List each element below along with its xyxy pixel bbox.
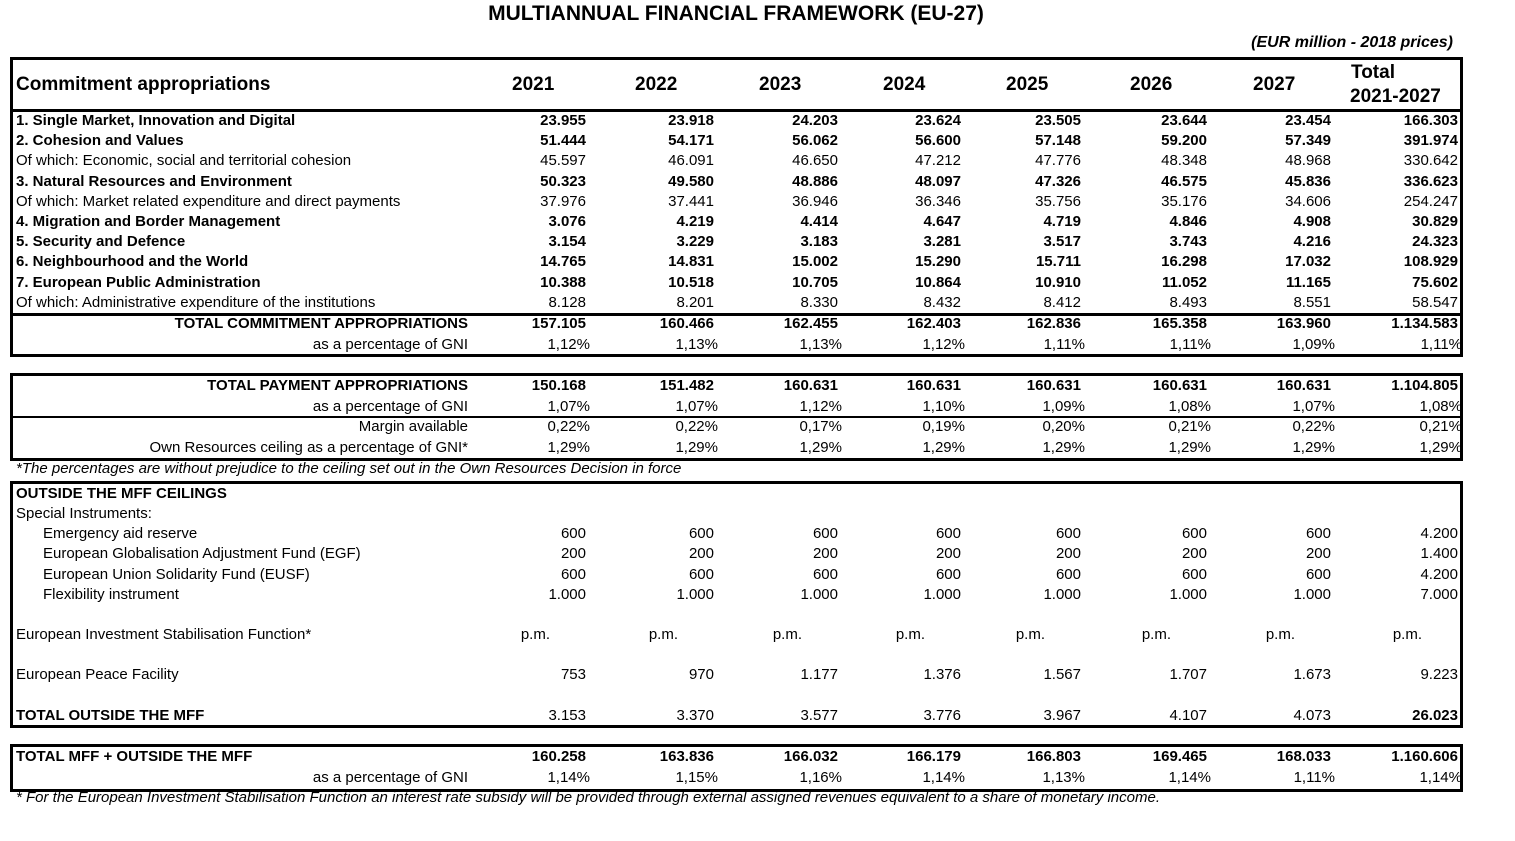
cell-value: 600: [812, 525, 838, 542]
row-label: TOTAL OUTSIDE THE MFF: [16, 707, 205, 724]
payments-table: [10, 373, 1463, 461]
cell-value: 1,11%: [1043, 336, 1085, 353]
cell-value: 3.577: [800, 707, 838, 724]
cell-value: 48.968: [1285, 152, 1331, 170]
cell-value: 1,08%: [1168, 398, 1211, 415]
cell-value: 163.836: [659, 748, 714, 765]
cell-value: 48.886: [792, 172, 838, 190]
cell-value: 9.223: [1420, 666, 1458, 683]
row-label: TOTAL PAYMENT APPROPRIATIONS: [207, 377, 468, 394]
cell-value: 10.910: [1035, 273, 1081, 291]
cell-value: 3.281: [923, 233, 961, 251]
year-header-2023: 2023: [759, 74, 802, 95]
cell-value: 1.673: [1293, 666, 1331, 683]
cell-value: 600: [1181, 525, 1207, 542]
cell-value: p.m.: [1392, 626, 1422, 643]
cell-value: 58.547: [1412, 293, 1458, 311]
cell-value: 35.176: [1161, 192, 1207, 210]
cell-value: 160.631: [783, 377, 838, 394]
cell-value: 8.493: [1169, 293, 1207, 311]
cell-value: 16.298: [1161, 253, 1207, 271]
row-label: as a percentage of GNI: [312, 336, 468, 353]
row-label: European Union Solidarity Fund (EUSF): [43, 565, 310, 583]
cell-value: 10.864: [915, 273, 961, 291]
grand-gni-row: [13, 768, 1460, 788]
cell-value: 3.183: [800, 233, 838, 251]
cell-value: 162.455: [783, 315, 838, 332]
cell-value: 4.908: [1293, 213, 1331, 230]
row-label: Own Resources ceiling as a percentage of GNI*: [149, 439, 468, 456]
cell-value: 1.707: [1169, 666, 1207, 683]
cell-value: 1.000: [1169, 585, 1207, 603]
year-header-2025: 2025: [1006, 74, 1049, 95]
cell-value: 57.349: [1285, 132, 1331, 150]
cell-value: 45.836: [1285, 172, 1331, 190]
cell-value: 4.647: [923, 213, 961, 230]
cell-value: 150.168: [531, 377, 586, 394]
cell-value: 600: [812, 565, 838, 583]
cell-value: 200: [812, 545, 838, 563]
cell-value: 1,11%: [1169, 336, 1211, 353]
epf-row: [13, 665, 1460, 685]
cell-value: 600: [935, 525, 961, 542]
cell-value: 46.650: [792, 152, 838, 170]
row-label: Margin available: [358, 418, 468, 435]
cell-value: 1.000: [1293, 585, 1331, 603]
commitments-gni-row: [13, 335, 1460, 355]
instrument-row: [13, 565, 1460, 585]
row-label: as a percentage of GNI: [312, 398, 468, 415]
cell-value: 1.000: [800, 585, 838, 603]
cell-value: p.m.: [1141, 626, 1171, 643]
total-outside-row: [13, 706, 1460, 726]
cell-value: 160.631: [1276, 377, 1331, 394]
total-commitments-row: [13, 314, 1460, 334]
cell-value: 1,09%: [1042, 398, 1085, 415]
unit-note: (EUR million - 2018 prices): [1251, 34, 1453, 51]
cell-value: 48.348: [1161, 152, 1207, 170]
commitment-row: [13, 293, 1460, 313]
year-header-2021: 2021: [512, 74, 555, 95]
cell-value: 1,16%: [799, 769, 842, 786]
cell-value: 8.412: [1043, 293, 1081, 311]
cell-value: 1,29%: [1168, 439, 1211, 456]
cell-value: 48.097: [915, 172, 961, 190]
cell-value: 0,17%: [799, 418, 842, 435]
cell-value: 15.711: [1035, 253, 1081, 271]
cell-value: 200: [1055, 545, 1081, 563]
cell-value: 1.104.805: [1391, 377, 1458, 394]
year-header-2026: 2026: [1130, 74, 1173, 95]
cell-value: 165.358: [1152, 315, 1207, 332]
cell-value: 0,21%: [1419, 418, 1462, 435]
cell-value: 200: [1181, 545, 1207, 563]
cell-value: 391.974: [1403, 132, 1458, 150]
cell-value: 50.323: [540, 172, 586, 190]
footnote-eisf: * For the European Investment Stabilisation Function an interest rate subsidy will be provided through external assigned revenues equivalent to a share of monetary income.: [16, 789, 1160, 806]
cell-value: 200: [560, 545, 586, 563]
cell-value: 1,29%: [922, 439, 965, 456]
row-label: Flexibility instrument: [43, 585, 179, 603]
cell-value: 10.388: [540, 273, 586, 291]
row-label: 2. Cohesion and Values: [16, 132, 184, 150]
cell-value: 47.776: [1035, 152, 1081, 170]
commitment-row: [13, 252, 1460, 272]
cell-value: 1.567: [1043, 666, 1081, 683]
cell-value: 169.465: [1152, 748, 1207, 765]
cell-value: 23.505: [1035, 112, 1081, 129]
cell-value: p.m.: [520, 626, 550, 643]
commitment-row: [13, 131, 1460, 151]
cell-value: 254.247: [1403, 192, 1458, 210]
cell-value: 8.330: [800, 293, 838, 311]
row-label: as a percentage of GNI: [312, 769, 468, 786]
cell-value: 1,13%: [1042, 769, 1085, 786]
commitment-row: [13, 151, 1460, 171]
cell-value: 15.290: [915, 253, 961, 271]
cell-value: 1,09%: [1292, 336, 1335, 353]
cell-value: 4.200: [1420, 525, 1458, 542]
cell-value: 1,13%: [799, 336, 842, 353]
header-total-2: 2021-2027: [1350, 86, 1441, 107]
cell-value: 3.967: [1043, 707, 1081, 724]
cell-value: 1,07%: [1292, 398, 1335, 415]
commitment-row: [13, 192, 1460, 212]
cell-value: 1,13%: [675, 336, 718, 353]
payments-gni-row: [13, 397, 1460, 417]
cell-value: 3.370: [676, 707, 714, 724]
cell-value: 7.000: [1420, 585, 1458, 603]
cell-value: 1,10%: [922, 398, 965, 415]
cell-value: 1,11%: [1420, 336, 1462, 353]
payments-divider: [13, 416, 1460, 418]
cell-value: 157.105: [531, 315, 586, 332]
cell-value: 10.518: [668, 273, 714, 291]
cell-value: 1.000: [1043, 585, 1081, 603]
cell-value: 4.719: [1043, 213, 1081, 230]
cell-value: 23.955: [540, 112, 586, 129]
cell-value: 0,22%: [675, 418, 718, 435]
cell-value: 160.466: [659, 315, 714, 332]
cell-value: 34.606: [1285, 192, 1331, 210]
cell-value: 36.946: [792, 192, 838, 210]
row-label: European Globalisation Adjustment Fund (EGF): [43, 545, 361, 563]
cell-value: 160.631: [1026, 377, 1081, 394]
cell-value: 3.154: [548, 233, 586, 251]
cell-value: 600: [935, 565, 961, 583]
cell-value: 23.454: [1285, 112, 1331, 129]
row-label: 6. Neighbourhood and the World: [16, 253, 249, 271]
cell-value: 4.073: [1293, 707, 1331, 724]
cell-value: 1,12%: [799, 398, 842, 415]
row-label: 4. Migration and Border Management: [16, 213, 281, 230]
cell-value: 37.976: [540, 192, 586, 210]
cell-value: 0,22%: [1292, 418, 1335, 435]
cell-value: 108.929: [1403, 253, 1458, 271]
cell-value: 600: [1055, 565, 1081, 583]
cell-value: 45.597: [540, 152, 586, 170]
row-label: European Peace Facility: [16, 666, 179, 683]
cell-value: 600: [688, 525, 714, 542]
row-label: Of which: Administrative expenditure of the institutions: [16, 293, 376, 311]
page-title: MULTIANNUAL FINANCIAL FRAMEWORK (EU-27): [488, 2, 984, 25]
cell-value: 1.376: [923, 666, 961, 683]
cell-value: 8.432: [923, 293, 961, 311]
cell-value: 166.179: [906, 748, 961, 765]
cell-value: 3.229: [676, 233, 714, 251]
cell-value: 54.171: [668, 132, 714, 150]
cell-value: 1,12%: [547, 336, 590, 353]
cell-value: 1.000: [548, 585, 586, 603]
total-payments-row: [13, 376, 1460, 396]
cell-value: 1,15%: [675, 769, 718, 786]
row-label: 7. European Public Administration: [16, 273, 261, 291]
year-header-2022: 2022: [635, 74, 678, 95]
cell-value: 4.216: [1293, 233, 1331, 251]
header-label: Commitment appropriations: [16, 74, 271, 95]
cell-value: 330.642: [1403, 152, 1458, 170]
cell-value: 3.743: [1169, 233, 1207, 251]
cell-value: 162.836: [1026, 315, 1081, 332]
cell-value: 200: [1305, 545, 1331, 563]
footnote-percentages: *The percentages are without prejudice to the ceiling set out in the Own Resources Decision in force: [16, 460, 682, 477]
outside-mff-table: [10, 481, 1463, 728]
cell-value: 1,07%: [547, 398, 590, 415]
cell-value: 1,08%: [1419, 398, 1462, 415]
commitment-row: [13, 212, 1460, 232]
margin-row: [13, 417, 1460, 437]
cell-value: 970: [688, 666, 714, 683]
cell-value: 17.032: [1285, 253, 1331, 271]
cell-value: p.m.: [1015, 626, 1045, 643]
cell-value: 151.482: [659, 377, 714, 394]
row-label: Of which: Economic, social and territorial cohesion: [16, 152, 352, 170]
cell-value: 4.107: [1169, 707, 1207, 724]
row-label: 1. Single Market, Innovation and Digital: [16, 112, 296, 129]
cell-value: 3.776: [923, 707, 961, 724]
cell-value: 1,29%: [675, 439, 718, 456]
cell-value: 49.580: [668, 172, 714, 190]
commitments-table: [10, 57, 1463, 357]
cell-value: 600: [560, 565, 586, 583]
cell-value: 1.177: [800, 666, 838, 683]
cell-value: 46.091: [668, 152, 714, 170]
cell-value: 1,14%: [1168, 769, 1211, 786]
cell-value: 26.023: [1412, 707, 1458, 724]
grand-total-table: [10, 744, 1463, 792]
cell-value: 166.032: [783, 748, 838, 765]
cell-value: 163.960: [1276, 315, 1331, 332]
cell-value: 8.551: [1293, 293, 1331, 311]
cell-value: p.m.: [1265, 626, 1295, 643]
cell-value: 24.323: [1412, 233, 1458, 251]
row-label: European Investment Stabilisation Function*: [16, 626, 312, 643]
cell-value: 11.052: [1161, 273, 1207, 291]
cell-value: 200: [935, 545, 961, 563]
cell-value: 4.200: [1420, 565, 1458, 583]
cell-value: 47.326: [1035, 172, 1081, 190]
row-label: Emergency aid reserve: [43, 525, 198, 542]
commitment-row: [13, 273, 1460, 293]
cell-value: 51.444: [540, 132, 586, 150]
cell-value: 600: [1305, 525, 1331, 542]
cell-value: p.m.: [772, 626, 802, 643]
cell-value: 168.033: [1276, 748, 1331, 765]
cell-value: 56.062: [792, 132, 838, 150]
commitment-row: [13, 232, 1460, 252]
cell-value: 0,21%: [1168, 418, 1211, 435]
cell-value: 1.000: [676, 585, 714, 603]
cell-value: 200: [688, 545, 714, 563]
cell-value: 59.200: [1161, 132, 1207, 150]
cell-value: 1,14%: [1419, 769, 1462, 786]
own-resources-row: [13, 438, 1460, 458]
cell-value: 35.756: [1035, 192, 1081, 210]
cell-value: 4.414: [800, 213, 838, 230]
cell-value: 36.346: [915, 192, 961, 210]
cell-value: 1,14%: [922, 769, 965, 786]
row-label: Of which: Market related expenditure and direct payments: [16, 192, 401, 210]
cell-value: 47.212: [915, 152, 961, 170]
cell-value: 160.631: [1152, 377, 1207, 394]
cell-value: 1.400: [1420, 545, 1458, 563]
cell-value: 1,29%: [1042, 439, 1085, 456]
cell-value: p.m.: [895, 626, 925, 643]
cell-value: 162.403: [906, 315, 961, 332]
cell-value: 1,11%: [1293, 769, 1335, 786]
cell-value: 3.517: [1043, 233, 1081, 251]
cell-value: 46.575: [1161, 172, 1207, 190]
cell-value: 1.000: [923, 585, 961, 603]
cell-value: 1,29%: [799, 439, 842, 456]
commitment-row: [13, 111, 1460, 131]
header-total-1: Total: [1351, 62, 1395, 83]
cell-value: 600: [1055, 525, 1081, 542]
instrument-row: [13, 544, 1460, 564]
cell-value: 10.705: [792, 273, 838, 291]
cell-value: 8.128: [548, 293, 586, 311]
cell-value: 0,20%: [1042, 418, 1085, 435]
cell-value: 56.600: [915, 132, 961, 150]
cell-value: 166.303: [1403, 112, 1458, 129]
cell-value: 160.631: [906, 377, 961, 394]
cell-value: p.m.: [648, 626, 678, 643]
cell-value: 166.803: [1026, 748, 1081, 765]
cell-value: 0,19%: [922, 418, 965, 435]
cell-value: 1,29%: [1292, 439, 1335, 456]
row-label: TOTAL MFF + OUTSIDE THE MFF: [16, 748, 253, 765]
cell-value: 57.148: [1035, 132, 1081, 150]
cell-value: 24.203: [792, 112, 838, 129]
cell-value: 753: [560, 666, 586, 683]
cell-value: 23.644: [1161, 112, 1207, 129]
cell-value: 3.076: [548, 213, 586, 230]
cell-value: 0,22%: [547, 418, 590, 435]
cell-value: 160.258: [531, 748, 586, 765]
year-header-2024: 2024: [883, 74, 926, 95]
special-instruments-heading: [13, 504, 1460, 524]
cell-value: 600: [688, 565, 714, 583]
cell-value: 14.765: [540, 253, 586, 271]
cell-value: 8.201: [676, 293, 714, 311]
cell-value: 1,12%: [922, 336, 965, 353]
cell-value: 75.602: [1412, 273, 1458, 291]
cell-value: 336.623: [1403, 172, 1458, 190]
cell-value: 3.153: [548, 707, 586, 724]
cell-value: 15.002: [792, 253, 838, 271]
cell-value: 14.831: [668, 253, 714, 271]
row-label: 3. Natural Resources and Environment: [16, 172, 292, 190]
cell-value: 4.846: [1169, 213, 1207, 230]
cell-value: 1.160.606: [1391, 748, 1458, 765]
cell-value: 23.918: [668, 112, 714, 129]
cell-value: 23.624: [915, 112, 961, 129]
year-header-2027: 2027: [1253, 74, 1296, 95]
cell-value: 600: [1181, 565, 1207, 583]
row-label: 5. Security and Defence: [16, 233, 186, 251]
cell-value: 600: [560, 525, 586, 542]
cell-value: 37.441: [668, 192, 714, 210]
instrument-row: [13, 524, 1460, 544]
cell-value: 4.219: [676, 213, 714, 230]
cell-value: 11.165: [1285, 273, 1331, 291]
cell-value: 30.829: [1412, 213, 1458, 230]
cell-value: 1,14%: [547, 769, 590, 786]
cell-value: 1,29%: [547, 439, 590, 456]
eisf-row: [13, 625, 1460, 645]
commitment-row: [13, 172, 1460, 192]
cell-value: 1.134.583: [1391, 315, 1458, 332]
outside-heading: [13, 484, 1460, 504]
cell-value: 1,29%: [1419, 439, 1462, 456]
cell-value: 600: [1305, 565, 1331, 583]
grand-total-row: [13, 747, 1460, 767]
row-label: OUTSIDE THE MFF CEILINGS: [16, 485, 227, 502]
row-label: TOTAL COMMITMENT APPROPRIATIONS: [174, 315, 468, 332]
cell-value: 1,07%: [675, 398, 718, 415]
row-label: Special Instruments:: [16, 505, 152, 522]
instrument-row: [13, 585, 1460, 605]
